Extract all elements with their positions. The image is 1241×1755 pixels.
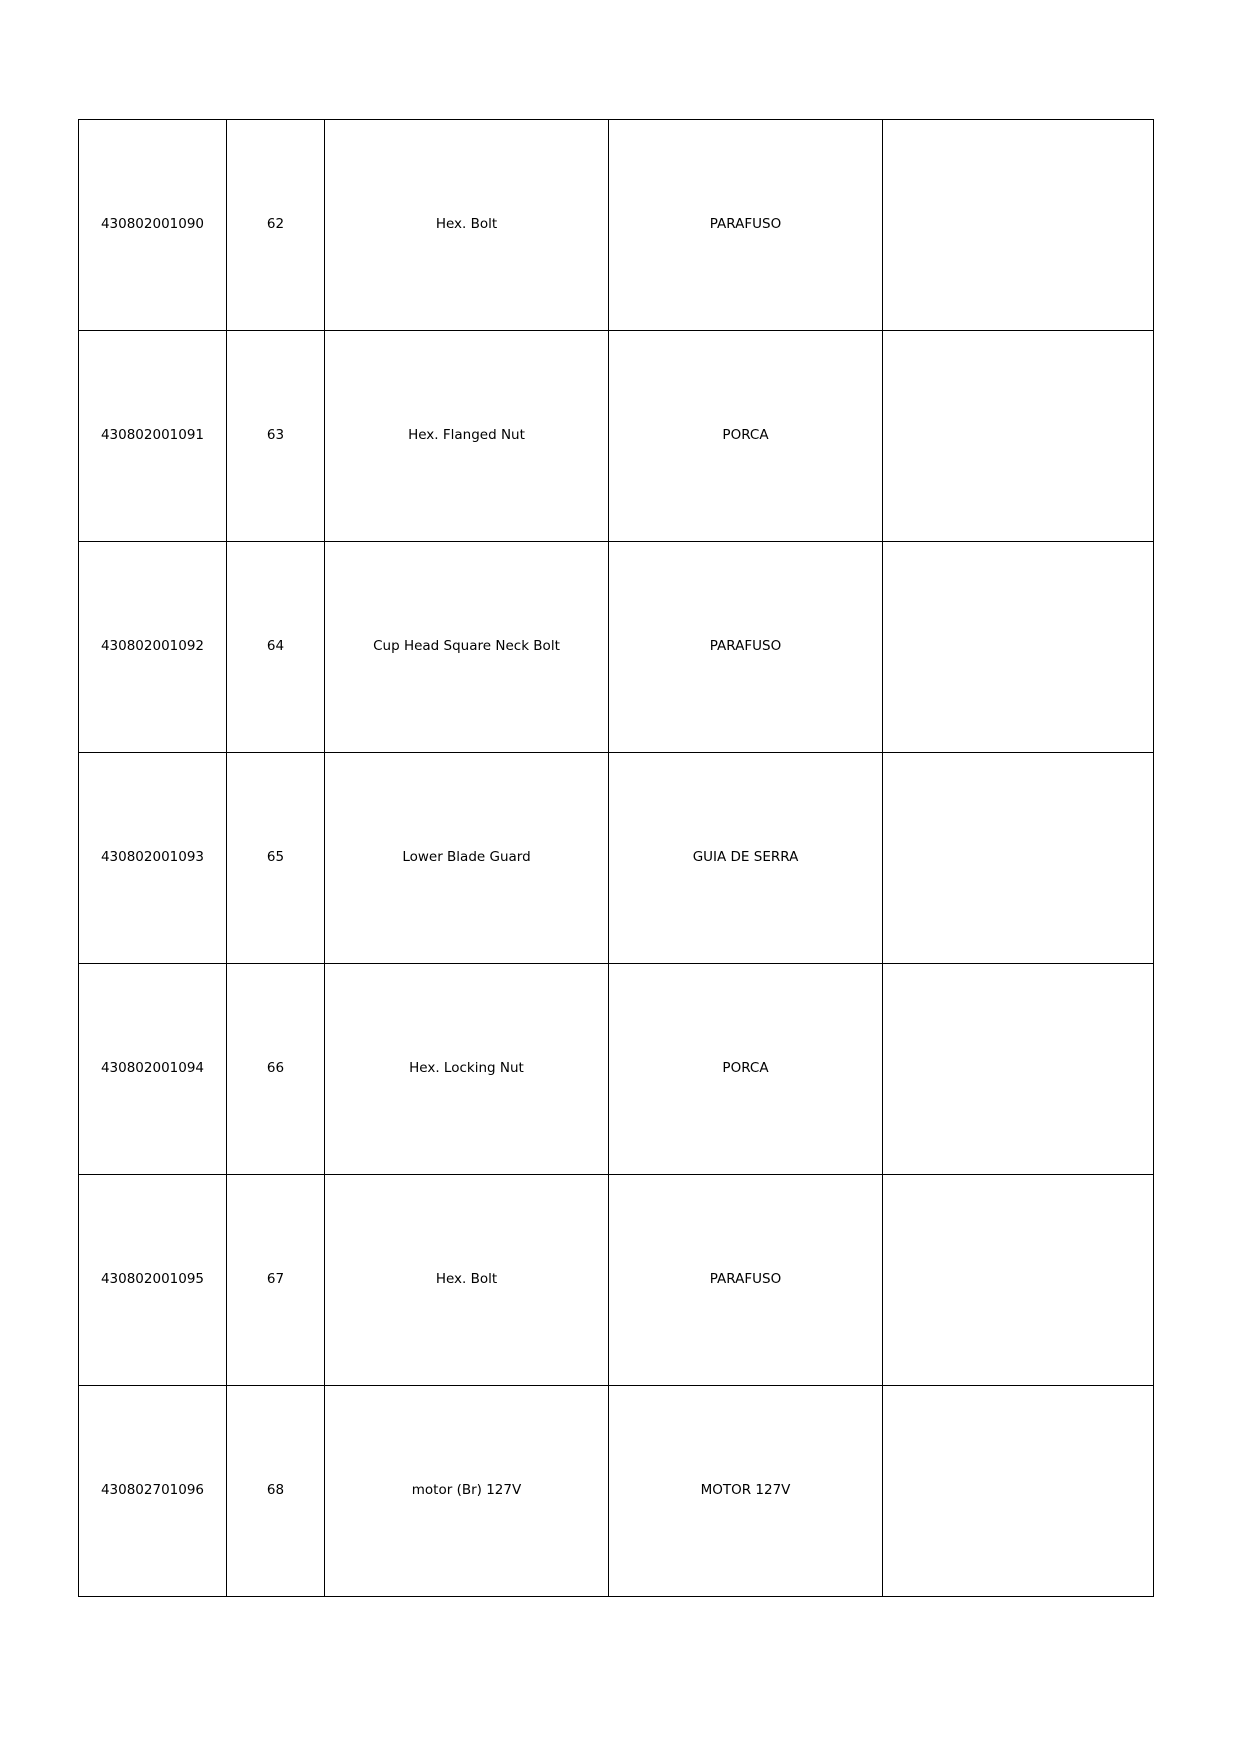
empty-cell	[883, 542, 1154, 753]
description-english: Hex. Bolt	[325, 120, 609, 331]
description-english: motor (Br) 127V	[325, 1386, 609, 1597]
description-portuguese: GUIA DE SERRA	[609, 753, 883, 964]
item-number: 63	[227, 331, 325, 542]
empty-cell	[883, 1175, 1154, 1386]
description-portuguese: PORCA	[609, 331, 883, 542]
part-code: 430802001093	[79, 753, 227, 964]
description-english: Lower Blade Guard	[325, 753, 609, 964]
item-number: 62	[227, 120, 325, 331]
empty-cell	[883, 120, 1154, 331]
parts-table	[78, 119, 1154, 1597]
empty-cell	[883, 1386, 1154, 1597]
description-portuguese: MOTOR 127V	[609, 1386, 883, 1597]
table-row	[79, 753, 1154, 964]
part-code: 430802001095	[79, 1175, 227, 1386]
description-english: Hex. Locking Nut	[325, 964, 609, 1175]
item-number: 64	[227, 542, 325, 753]
table-row	[79, 1386, 1154, 1597]
table-row	[79, 120, 1154, 331]
description-portuguese: PARAFUSO	[609, 542, 883, 753]
part-code: 430802001094	[79, 964, 227, 1175]
item-number: 68	[227, 1386, 325, 1597]
table-row	[79, 542, 1154, 753]
description-english: Hex. Flanged Nut	[325, 331, 609, 542]
table-row	[79, 1175, 1154, 1386]
description-portuguese: PORCA	[609, 964, 883, 1175]
description-english: Cup Head Square Neck Bolt	[325, 542, 609, 753]
part-code: 430802001091	[79, 331, 227, 542]
part-code: 430802001090	[79, 120, 227, 331]
empty-cell	[883, 331, 1154, 542]
item-number: 66	[227, 964, 325, 1175]
part-code: 430802001092	[79, 542, 227, 753]
item-number: 65	[227, 753, 325, 964]
item-number: 67	[227, 1175, 325, 1386]
description-english: Hex. Bolt	[325, 1175, 609, 1386]
empty-cell	[883, 964, 1154, 1175]
table-row	[79, 964, 1154, 1175]
table-row	[79, 331, 1154, 542]
description-portuguese: PARAFUSO	[609, 1175, 883, 1386]
description-portuguese: PARAFUSO	[609, 120, 883, 331]
empty-cell	[883, 753, 1154, 964]
part-code: 430802701096	[79, 1386, 227, 1597]
